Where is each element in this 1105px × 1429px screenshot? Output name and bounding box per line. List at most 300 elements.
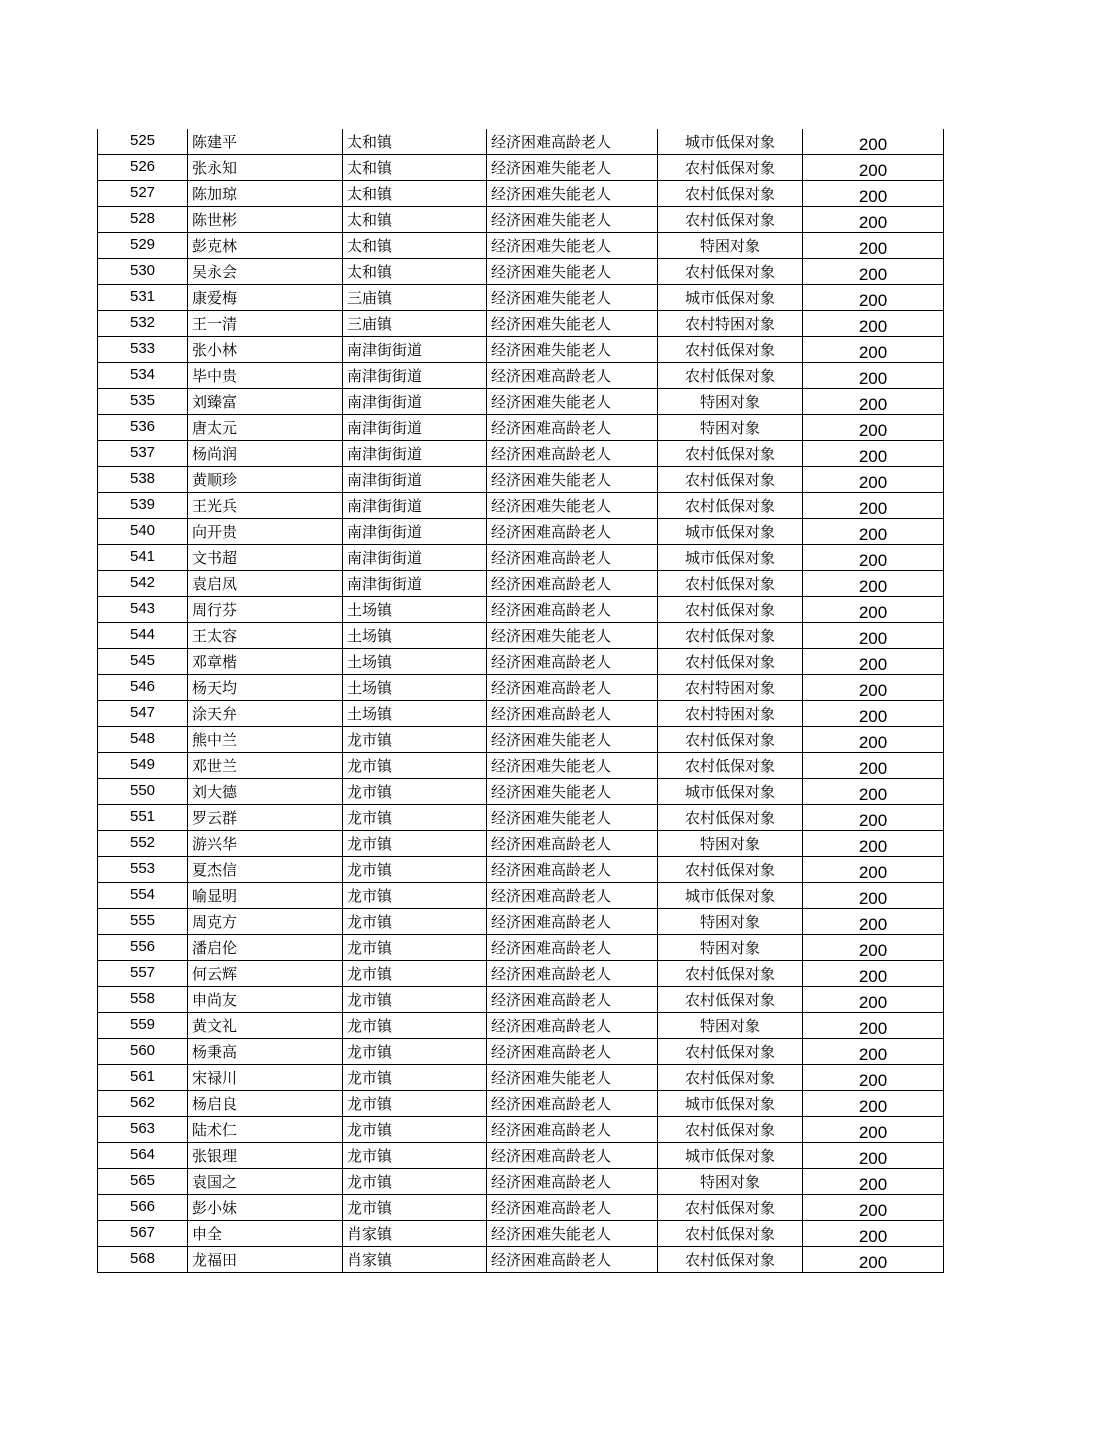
elder-type-cell: 经济困难失能老人 (487, 207, 658, 233)
name-cell: 刘大德 (188, 779, 343, 805)
category-cell: 农村特困对象 (658, 701, 803, 727)
table-row (98, 935, 944, 961)
amount-cell: 200 (803, 805, 944, 831)
town-cell: 太和镇 (343, 155, 487, 181)
town-cell: 龙市镇 (343, 753, 487, 779)
category-cell: 农村低保对象 (658, 597, 803, 623)
category-cell: 农村低保对象 (658, 1039, 803, 1065)
town-cell: 太和镇 (343, 181, 487, 207)
name-cell: 刘臻富 (188, 389, 343, 415)
row-number-cell: 551 (98, 805, 188, 831)
row-number-cell: 536 (98, 415, 188, 441)
category-cell: 农村低保对象 (658, 727, 803, 753)
town-cell: 龙市镇 (343, 779, 487, 805)
category-cell: 特困对象 (658, 909, 803, 935)
row-number-cell: 540 (98, 519, 188, 545)
elder-type-cell: 经济困难高龄老人 (487, 597, 658, 623)
category-cell: 农村低保对象 (658, 155, 803, 181)
table-row (98, 467, 944, 493)
table-body (98, 129, 944, 1273)
town-cell: 南津街街道 (343, 389, 487, 415)
name-cell: 夏杰信 (188, 857, 343, 883)
amount-cell: 200 (803, 259, 944, 285)
amount-cell: 200 (803, 1039, 944, 1065)
town-cell: 龙市镇 (343, 909, 487, 935)
name-cell: 何云辉 (188, 961, 343, 987)
town-cell: 龙市镇 (343, 1169, 487, 1195)
row-number-cell: 557 (98, 961, 188, 987)
category-cell: 农村低保对象 (658, 649, 803, 675)
amount-cell: 200 (803, 1117, 944, 1143)
name-cell: 喻显明 (188, 883, 343, 909)
amount-cell: 200 (803, 181, 944, 207)
elder-type-cell: 经济困难失能老人 (487, 493, 658, 519)
elder-type-cell: 经济困难高龄老人 (487, 649, 658, 675)
category-cell: 农村低保对象 (658, 961, 803, 987)
name-cell: 彭克林 (188, 233, 343, 259)
town-cell: 土场镇 (343, 597, 487, 623)
row-number-cell: 545 (98, 649, 188, 675)
town-cell: 肖家镇 (343, 1221, 487, 1247)
amount-cell: 200 (803, 571, 944, 597)
row-number-cell: 533 (98, 337, 188, 363)
elder-type-cell: 经济困难失能老人 (487, 181, 658, 207)
name-cell: 张小林 (188, 337, 343, 363)
row-number-cell: 526 (98, 155, 188, 181)
category-cell: 农村低保对象 (658, 1065, 803, 1091)
category-cell: 农村低保对象 (658, 857, 803, 883)
town-cell: 土场镇 (343, 701, 487, 727)
name-cell: 邓世兰 (188, 753, 343, 779)
amount-cell: 200 (803, 467, 944, 493)
amount-cell: 200 (803, 961, 944, 987)
town-cell: 太和镇 (343, 233, 487, 259)
table-row (98, 701, 944, 727)
row-number-cell: 535 (98, 389, 188, 415)
town-cell: 龙市镇 (343, 883, 487, 909)
row-number-cell: 531 (98, 285, 188, 311)
row-number-cell: 532 (98, 311, 188, 337)
table-row (98, 1091, 944, 1117)
table-row (98, 519, 944, 545)
amount-cell: 200 (803, 545, 944, 571)
table-row (98, 1169, 944, 1195)
elder-type-cell: 经济困难失能老人 (487, 389, 658, 415)
row-number-cell: 534 (98, 363, 188, 389)
name-cell: 涂天弁 (188, 701, 343, 727)
elder-type-cell: 经济困难高龄老人 (487, 1195, 658, 1221)
table-row (98, 1013, 944, 1039)
table-row (98, 1247, 944, 1273)
table-row (98, 311, 944, 337)
table-row (98, 597, 944, 623)
table-row (98, 571, 944, 597)
name-cell: 宋禄川 (188, 1065, 343, 1091)
elder-type-cell: 经济困难高龄老人 (487, 675, 658, 701)
amount-cell: 200 (803, 311, 944, 337)
amount-cell: 200 (803, 675, 944, 701)
town-cell: 龙市镇 (343, 987, 487, 1013)
elder-type-cell: 经济困难失能老人 (487, 259, 658, 285)
amount-cell: 200 (803, 1247, 944, 1273)
table-row (98, 1221, 944, 1247)
category-cell: 农村低保对象 (658, 259, 803, 285)
row-number-cell: 544 (98, 623, 188, 649)
amount-cell: 200 (803, 649, 944, 675)
amount-cell: 200 (803, 597, 944, 623)
amount-cell: 200 (803, 207, 944, 233)
table-row (98, 493, 944, 519)
name-cell: 袁国之 (188, 1169, 343, 1195)
name-cell: 陆术仁 (188, 1117, 343, 1143)
town-cell: 土场镇 (343, 675, 487, 701)
name-cell: 文书超 (188, 545, 343, 571)
table-row (98, 727, 944, 753)
amount-cell: 200 (803, 1091, 944, 1117)
category-cell: 城市低保对象 (658, 545, 803, 571)
category-cell: 特困对象 (658, 1013, 803, 1039)
town-cell: 龙市镇 (343, 1039, 487, 1065)
table-row (98, 389, 944, 415)
name-cell: 申全 (188, 1221, 343, 1247)
amount-cell: 200 (803, 285, 944, 311)
category-cell: 城市低保对象 (658, 779, 803, 805)
amount-cell: 200 (803, 363, 944, 389)
row-number-cell: 547 (98, 701, 188, 727)
category-cell: 城市低保对象 (658, 285, 803, 311)
elder-type-cell: 经济困难高龄老人 (487, 1169, 658, 1195)
category-cell: 特困对象 (658, 831, 803, 857)
table-row (98, 337, 944, 363)
elder-type-cell: 经济困难高龄老人 (487, 1091, 658, 1117)
name-cell: 周克方 (188, 909, 343, 935)
table-row (98, 441, 944, 467)
row-number-cell: 566 (98, 1195, 188, 1221)
name-cell: 熊中兰 (188, 727, 343, 753)
row-number-cell: 563 (98, 1117, 188, 1143)
town-cell: 南津街街道 (343, 545, 487, 571)
amount-cell: 200 (803, 779, 944, 805)
town-cell: 三庙镇 (343, 285, 487, 311)
row-number-cell: 555 (98, 909, 188, 935)
elder-type-cell: 经济困难高龄老人 (487, 857, 658, 883)
table-row (98, 1117, 944, 1143)
category-cell: 农村低保对象 (658, 1247, 803, 1273)
elder-type-cell: 经济困难高龄老人 (487, 935, 658, 961)
amount-cell: 200 (803, 623, 944, 649)
row-number-cell: 542 (98, 571, 188, 597)
table-row (98, 987, 944, 1013)
elder-type-cell: 经济困难失能老人 (487, 623, 658, 649)
row-number-cell: 552 (98, 831, 188, 857)
name-cell: 邓章楷 (188, 649, 343, 675)
town-cell: 南津街街道 (343, 493, 487, 519)
amount-cell: 200 (803, 519, 944, 545)
name-cell: 张永知 (188, 155, 343, 181)
category-cell: 农村低保对象 (658, 363, 803, 389)
elder-type-cell: 经济困难失能老人 (487, 467, 658, 493)
category-cell: 城市低保对象 (658, 883, 803, 909)
amount-cell: 200 (803, 389, 944, 415)
table-row (98, 285, 944, 311)
row-number-cell: 538 (98, 467, 188, 493)
table-row (98, 805, 944, 831)
elder-type-cell: 经济困难高龄老人 (487, 987, 658, 1013)
category-cell: 农村低保对象 (658, 753, 803, 779)
elder-type-cell: 经济困难高龄老人 (487, 1143, 658, 1169)
amount-cell: 200 (803, 493, 944, 519)
elder-type-cell: 经济困难高龄老人 (487, 571, 658, 597)
category-cell: 农村低保对象 (658, 441, 803, 467)
elder-type-cell: 经济困难失能老人 (487, 805, 658, 831)
category-cell: 城市低保对象 (658, 129, 803, 155)
row-number-cell: 562 (98, 1091, 188, 1117)
category-cell: 特困对象 (658, 1169, 803, 1195)
amount-cell: 200 (803, 1169, 944, 1195)
town-cell: 土场镇 (343, 649, 487, 675)
row-number-cell: 530 (98, 259, 188, 285)
name-cell: 向开贵 (188, 519, 343, 545)
elder-type-cell: 经济困难高龄老人 (487, 961, 658, 987)
amount-cell: 200 (803, 129, 944, 155)
table-row (98, 779, 944, 805)
amount-cell: 200 (803, 883, 944, 909)
row-number-cell: 525 (98, 129, 188, 155)
town-cell: 龙市镇 (343, 727, 487, 753)
town-cell: 南津街街道 (343, 571, 487, 597)
table-row (98, 857, 944, 883)
amount-cell: 200 (803, 337, 944, 363)
subsidy-table (97, 129, 944, 1273)
category-cell: 农村特困对象 (658, 675, 803, 701)
name-cell: 罗云群 (188, 805, 343, 831)
elder-type-cell: 经济困难失能老人 (487, 727, 658, 753)
town-cell: 太和镇 (343, 129, 487, 155)
category-cell: 城市低保对象 (658, 519, 803, 545)
name-cell: 龙福田 (188, 1247, 343, 1273)
category-cell: 城市低保对象 (658, 1143, 803, 1169)
row-number-cell: 565 (98, 1169, 188, 1195)
row-number-cell: 567 (98, 1221, 188, 1247)
elder-type-cell: 经济困难高龄老人 (487, 1039, 658, 1065)
town-cell: 龙市镇 (343, 961, 487, 987)
table-row (98, 649, 944, 675)
name-cell: 吴永会 (188, 259, 343, 285)
category-cell: 农村低保对象 (658, 987, 803, 1013)
town-cell: 南津街街道 (343, 441, 487, 467)
town-cell: 龙市镇 (343, 1013, 487, 1039)
name-cell: 彭小妹 (188, 1195, 343, 1221)
town-cell: 龙市镇 (343, 1091, 487, 1117)
category-cell: 农村低保对象 (658, 1221, 803, 1247)
name-cell: 杨尚润 (188, 441, 343, 467)
category-cell: 农村低保对象 (658, 1195, 803, 1221)
category-cell: 特困对象 (658, 389, 803, 415)
amount-cell: 200 (803, 1143, 944, 1169)
amount-cell: 200 (803, 233, 944, 259)
table-row (98, 181, 944, 207)
town-cell: 龙市镇 (343, 1117, 487, 1143)
town-cell: 龙市镇 (343, 831, 487, 857)
town-cell: 三庙镇 (343, 311, 487, 337)
town-cell: 龙市镇 (343, 805, 487, 831)
elder-type-cell: 经济困难高龄老人 (487, 883, 658, 909)
table-row (98, 1195, 944, 1221)
name-cell: 申尚友 (188, 987, 343, 1013)
category-cell: 农村低保对象 (658, 181, 803, 207)
table-row (98, 909, 944, 935)
category-cell: 农村低保对象 (658, 337, 803, 363)
amount-cell: 200 (803, 441, 944, 467)
amount-cell: 200 (803, 1065, 944, 1091)
category-cell: 农村低保对象 (658, 805, 803, 831)
table-row (98, 753, 944, 779)
elder-type-cell: 经济困难失能老人 (487, 311, 658, 337)
amount-cell: 200 (803, 1221, 944, 1247)
elder-type-cell: 经济困难高龄老人 (487, 1117, 658, 1143)
amount-cell: 200 (803, 1013, 944, 1039)
name-cell: 杨秉高 (188, 1039, 343, 1065)
amount-cell: 200 (803, 857, 944, 883)
elder-type-cell: 经济困难高龄老人 (487, 415, 658, 441)
town-cell: 南津街街道 (343, 415, 487, 441)
name-cell: 唐太元 (188, 415, 343, 441)
name-cell: 袁启凤 (188, 571, 343, 597)
row-number-cell: 541 (98, 545, 188, 571)
table-row (98, 1039, 944, 1065)
elder-type-cell: 经济困难高龄老人 (487, 545, 658, 571)
town-cell: 肖家镇 (343, 1247, 487, 1273)
name-cell: 王光兵 (188, 493, 343, 519)
name-cell: 王一清 (188, 311, 343, 337)
town-cell: 龙市镇 (343, 1065, 487, 1091)
elder-type-cell: 经济困难高龄老人 (487, 129, 658, 155)
elder-type-cell: 经济困难高龄老人 (487, 909, 658, 935)
elder-type-cell: 经济困难高龄老人 (487, 441, 658, 467)
name-cell: 陈建平 (188, 129, 343, 155)
table-row (98, 207, 944, 233)
amount-cell: 200 (803, 987, 944, 1013)
amount-cell: 200 (803, 935, 944, 961)
name-cell: 毕中贵 (188, 363, 343, 389)
name-cell: 陈加琼 (188, 181, 343, 207)
row-number-cell: 564 (98, 1143, 188, 1169)
name-cell: 王太容 (188, 623, 343, 649)
amount-cell: 200 (803, 155, 944, 181)
amount-cell: 200 (803, 753, 944, 779)
category-cell: 农村低保对象 (658, 571, 803, 597)
name-cell: 张银理 (188, 1143, 343, 1169)
elder-type-cell: 经济困难失能老人 (487, 1221, 658, 1247)
amount-cell: 200 (803, 1195, 944, 1221)
table-row (98, 129, 944, 155)
row-number-cell: 548 (98, 727, 188, 753)
row-number-cell: 559 (98, 1013, 188, 1039)
category-cell: 农村特困对象 (658, 311, 803, 337)
elder-type-cell: 经济困难失能老人 (487, 155, 658, 181)
town-cell: 南津街街道 (343, 363, 487, 389)
row-number-cell: 556 (98, 935, 188, 961)
elder-type-cell: 经济困难高龄老人 (487, 1013, 658, 1039)
town-cell: 太和镇 (343, 259, 487, 285)
name-cell: 杨天均 (188, 675, 343, 701)
row-number-cell: 560 (98, 1039, 188, 1065)
elder-type-cell: 经济困难高龄老人 (487, 1247, 658, 1273)
town-cell: 太和镇 (343, 207, 487, 233)
row-number-cell: 539 (98, 493, 188, 519)
name-cell: 周行芬 (188, 597, 343, 623)
elder-type-cell: 经济困难失能老人 (487, 285, 658, 311)
amount-cell: 200 (803, 701, 944, 727)
elder-type-cell: 经济困难高龄老人 (487, 363, 658, 389)
table-row (98, 623, 944, 649)
elder-type-cell: 经济困难失能老人 (487, 1065, 658, 1091)
table-row (98, 675, 944, 701)
category-cell: 农村低保对象 (658, 493, 803, 519)
row-number-cell: 527 (98, 181, 188, 207)
row-number-cell: 568 (98, 1247, 188, 1273)
name-cell: 游兴华 (188, 831, 343, 857)
elder-type-cell: 经济困难失能老人 (487, 779, 658, 805)
category-cell: 特困对象 (658, 233, 803, 259)
category-cell: 农村低保对象 (658, 467, 803, 493)
row-number-cell: 561 (98, 1065, 188, 1091)
elder-type-cell: 经济困难高龄老人 (487, 831, 658, 857)
row-number-cell: 549 (98, 753, 188, 779)
amount-cell: 200 (803, 831, 944, 857)
table-row (98, 233, 944, 259)
row-number-cell: 550 (98, 779, 188, 805)
table-row (98, 1065, 944, 1091)
row-number-cell: 537 (98, 441, 188, 467)
row-number-cell: 529 (98, 233, 188, 259)
category-cell: 城市低保对象 (658, 1091, 803, 1117)
elder-type-cell: 经济困难失能老人 (487, 753, 658, 779)
town-cell: 南津街街道 (343, 467, 487, 493)
amount-cell: 200 (803, 415, 944, 441)
table-row (98, 155, 944, 181)
category-cell: 农村低保对象 (658, 623, 803, 649)
table-row (98, 831, 944, 857)
table-row (98, 259, 944, 285)
town-cell: 龙市镇 (343, 857, 487, 883)
table-row (98, 883, 944, 909)
row-number-cell: 553 (98, 857, 188, 883)
row-number-cell: 528 (98, 207, 188, 233)
town-cell: 龙市镇 (343, 1143, 487, 1169)
table-row (98, 961, 944, 987)
category-cell: 农村低保对象 (658, 1117, 803, 1143)
table-row (98, 363, 944, 389)
row-number-cell: 546 (98, 675, 188, 701)
name-cell: 黄文礼 (188, 1013, 343, 1039)
table-row (98, 415, 944, 441)
table-row (98, 545, 944, 571)
category-cell: 农村低保对象 (658, 207, 803, 233)
town-cell: 南津街街道 (343, 519, 487, 545)
name-cell: 潘启伦 (188, 935, 343, 961)
name-cell: 康爱梅 (188, 285, 343, 311)
amount-cell: 200 (803, 727, 944, 753)
category-cell: 特困对象 (658, 935, 803, 961)
name-cell: 陈世彬 (188, 207, 343, 233)
elder-type-cell: 经济困难失能老人 (487, 337, 658, 363)
elder-type-cell: 经济困难高龄老人 (487, 519, 658, 545)
category-cell: 特困对象 (658, 415, 803, 441)
table-row (98, 1143, 944, 1169)
amount-cell: 200 (803, 909, 944, 935)
row-number-cell: 543 (98, 597, 188, 623)
